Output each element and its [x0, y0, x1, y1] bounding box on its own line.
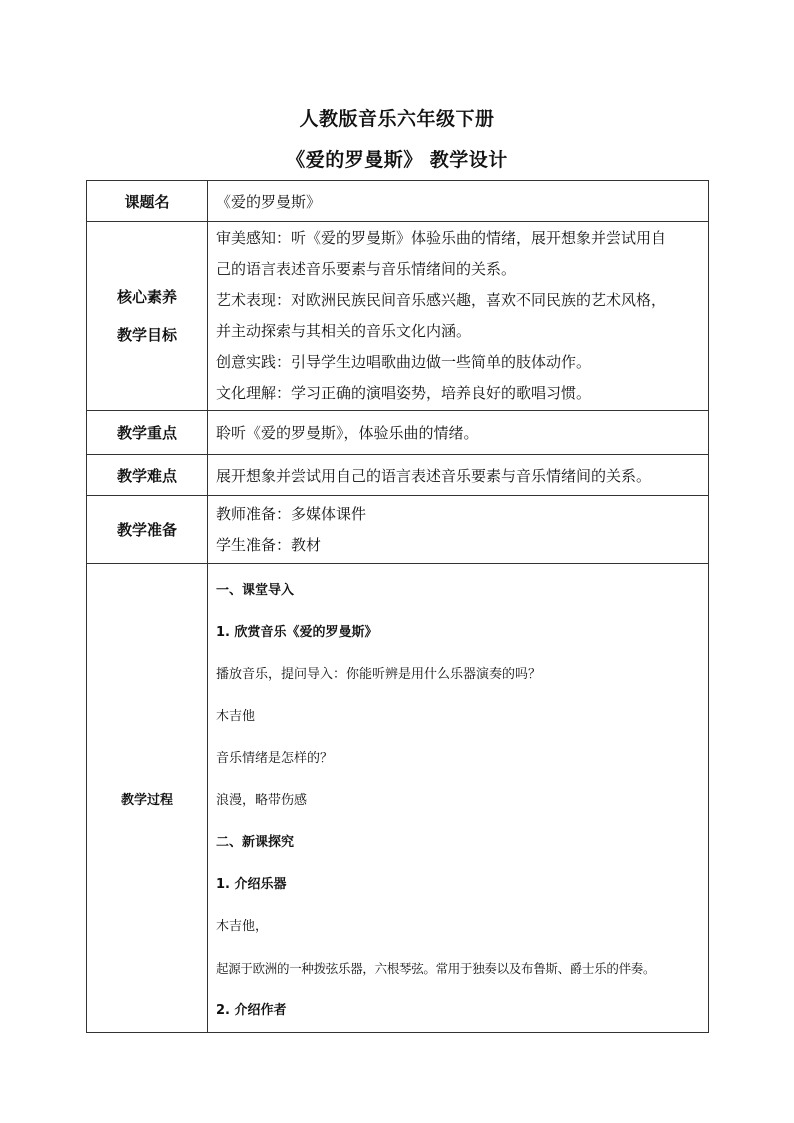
goals-label-line: 核心素养 [116, 288, 177, 306]
focus-value: 聆听《爱的罗曼斯》，体验乐曲的情绪。 [208, 411, 709, 455]
process-subheading: 1. 介绍乐器 [216, 877, 287, 892]
goal-line: 创意实践：引导学生边唱歌曲边做一些简单的肢体动作。 [216, 353, 592, 371]
table-row-topic [87, 181, 709, 222]
prep-label: 教学准备 [87, 496, 208, 564]
process-line: 播放音乐，提问导入：你能听辨是用什么乐器演奏的吗？ [216, 667, 542, 682]
process-line: 木吉他， [216, 919, 269, 934]
goals-content [208, 222, 709, 411]
process-line: 浪漫，略带伤感 [216, 793, 308, 808]
table-row-difficulty [87, 455, 709, 496]
topic-value: 《爱的罗曼斯》 [208, 181, 709, 222]
process-heading: 二、新课探究 [216, 835, 295, 850]
process-heading: 一、课堂导入 [216, 583, 295, 598]
process-subheading: 1. 欣赏音乐《爱的罗曼斯》 [216, 625, 378, 640]
document-title: 人教版音乐六年级下册 [299, 108, 495, 130]
process-line: 音乐情绪是怎样的？ [216, 751, 334, 766]
table-row-focus [87, 411, 709, 455]
process-line: 起源于欧洲的一种拨弦乐器，六根琴弦。常用于独奏以及布鲁斯、爵士乐的伴奏。 [216, 961, 656, 976]
difficulty-value: 展开想象并尝试用自己的语言表述音乐要素与音乐情绪间的关系。 [208, 455, 709, 496]
prep-line: 教师准备：多媒体课件 [216, 504, 367, 523]
prep-content [208, 496, 709, 564]
table-row-process [87, 564, 709, 1033]
lesson-plan-table [86, 180, 709, 1033]
goal-line: 艺术表现：对欧洲民族民间音乐感兴趣，喜欢不同民族的艺术风格， [216, 291, 667, 309]
table-row-prep [87, 496, 709, 564]
goal-line: 审美感知：听《爱的罗曼斯》体验乐曲的情绪，展开想象并尝试用自 [216, 229, 667, 247]
difficulty-label: 教学难点 [87, 455, 208, 496]
process-label: 教学过程 [87, 564, 208, 1033]
process-content [208, 564, 709, 1033]
focus-label: 教学重点 [87, 411, 208, 455]
goal-line: 并主动探索与其相关的音乐文化内涵。 [216, 322, 472, 340]
process-subheading: 2. 介绍作者 [216, 1003, 287, 1018]
goal-line: 文化理解：学习正确的演唱姿势，培养良好的歌唱习惯。 [216, 384, 592, 402]
process-line: 木吉他 [216, 709, 256, 724]
topic-label: 课题名 [87, 181, 208, 222]
goal-line: 己的语言表述音乐要素与音乐情绪间的关系。 [216, 260, 517, 278]
prep-line: 学生准备：教材 [216, 535, 322, 554]
goals-label [87, 222, 208, 411]
table-row-goals [87, 222, 709, 411]
document-subtitle: 《爱的罗曼斯》 教学设计 [286, 149, 508, 171]
goals-label-line: 教学目标 [116, 326, 177, 344]
